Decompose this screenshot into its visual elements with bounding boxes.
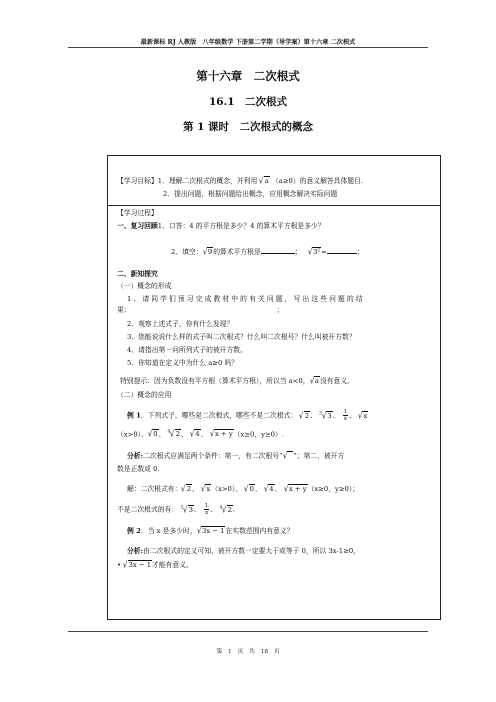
example2-line (127, 527, 293, 536)
table-row-divider (108, 205, 440, 206)
sqrt-x: √x (357, 410, 368, 421)
review-q2-sep: ； (294, 248, 302, 256)
analysis2-text: 由二次根式的定义可知，被开方数一定要大于或等于 0，所以 3x-1≥0， (143, 547, 360, 555)
separator: 、 (274, 485, 282, 493)
separator: 、 (349, 411, 356, 420)
analysis1-text-b: ”；第二，被开方 (293, 452, 345, 460)
example1-cond-2: （x≥0，y≥0）. (233, 430, 284, 439)
fraction-one-over-x: $\frac{1}{x}$ (204, 503, 209, 516)
example1-line-2 (117, 428, 284, 439)
review-q2-end: ； (356, 248, 364, 256)
p1-line-2-end: ； (276, 306, 284, 314)
separator: 、 (192, 485, 199, 493)
goals-line-1 (117, 177, 363, 186)
separator: 、 (332, 411, 340, 420)
lesson-title: 第 1 课时 二次根式的概念 (182, 121, 314, 133)
sqrt-0: √0 (244, 483, 254, 495)
sqrt-x-plus-y: √x + y (209, 428, 233, 440)
solution-end: . (232, 505, 236, 514)
separator: 、 (200, 430, 208, 439)
p1-q3: 3、您能说说什么样的式子叫二次根式？什么叫二次根号？什么叫被开方数？ (127, 333, 356, 341)
p1-line-1: 1、请同学们预习完成教材中的有关问题，写出这些问题的结 (127, 295, 365, 303)
example1-label: 例 1 (127, 411, 141, 420)
review-q2-label: 2、填空： (171, 248, 203, 256)
hint-text: 特别提示：因为负数没有平方根（算术平方根），所以当 a<0， (120, 377, 310, 385)
separator: 、 (193, 505, 201, 514)
example1-cond-1: （x>0）、 (117, 430, 148, 439)
p1-q4: 4、请指出第一问所列式子的被开方数。 (127, 346, 247, 354)
sqrt-0: √0 (147, 428, 158, 440)
solution-cond-2: （x≥0，y≥0）； (307, 485, 360, 493)
part1-heading: （一）概念的形成 (117, 282, 172, 290)
separator: 、 (210, 505, 218, 514)
page-footer: 第 1 页 共 18 页 (216, 649, 280, 655)
sqrt-3x-minus-1: √3x − 1 (196, 525, 225, 537)
sqrt-symbol: √ (283, 452, 294, 460)
sqrt-x-plus-y: √x + y (283, 483, 307, 495)
analysis2-line-1 (127, 547, 360, 556)
footer-rule (68, 631, 428, 632)
separator: 、 (181, 430, 188, 439)
solution-cond: （x>0）、 (211, 485, 243, 493)
solution-text-2: 不是二次根式的有： (117, 505, 179, 514)
p1-q5: 5、你知道在定义中为什么 a≥0 吗？ (127, 359, 239, 367)
p1-line-2 (117, 306, 283, 315)
hint-line (120, 377, 354, 386)
goals-label: 【学习目标】 (117, 177, 158, 185)
review-q1: 1、口答：4 的平方根是多少？4 的算术平方根是多少？ (157, 222, 325, 230)
answer-blank[interactable] (261, 246, 295, 254)
separator: 、 (158, 430, 166, 439)
answer-blank[interactable] (327, 246, 357, 254)
analysis2-text-b: 才能有意义。 (152, 561, 193, 569)
cube-root-3: $^3$√3 (180, 504, 193, 515)
example2-label: 例 2 (127, 527, 141, 535)
fourth-root-2: $^4$√2 (167, 428, 181, 440)
goals-item1-text-b: （a≥0）的意义解答具体题目. (272, 177, 364, 185)
sqrt-9: √9 (202, 246, 213, 258)
sqrt-3-squared: √3² (307, 246, 321, 258)
sqrt-2: √2 (181, 483, 192, 495)
cube-root-3: $^3$√3 (319, 410, 332, 421)
p1-q2: 2、观察上述式子，你有什么发现？ (127, 320, 234, 328)
sqrt-4: √4 (189, 428, 200, 440)
lesson-table (107, 155, 441, 620)
solution-text: 解：二次根式有： (127, 485, 182, 493)
sqrt-4: √4 (263, 483, 274, 495)
chapter-title: 第十六章 二次根式 (196, 69, 300, 83)
bullet: • (117, 561, 122, 569)
example1-line-1 (127, 409, 368, 422)
solution-line-1 (127, 485, 359, 494)
sqrt-x: √x (200, 483, 211, 495)
sqrt-a: √a (259, 175, 269, 187)
fraction-one-over-x: $\frac{1}{x}$ (343, 409, 348, 422)
review-line-2 (171, 246, 364, 257)
analysis1-label: 分析: (127, 452, 144, 460)
goals-item-2: 2．提出问题，根据问题给出概念，应用概念解决实际问题 (163, 190, 338, 198)
page-header: 最新课标 RJ 人教版 八年级数学 下册第二学期（导学案）第十六章 二次根式 (140, 39, 356, 46)
p1-line-2-text: 果： (117, 306, 131, 314)
part2-heading: （二）概念的应用 (117, 391, 172, 399)
separator: 、 (310, 411, 317, 420)
review-line-1 (117, 222, 325, 231)
review-q2-text: 的算术平方根是 (213, 248, 261, 256)
solution-line-2 (117, 503, 235, 516)
hint-text-end: 没有意义。 (319, 377, 354, 385)
sqrt-3x-minus-1: √3x − 1 (123, 559, 152, 571)
sqrt-2: √2 (299, 410, 310, 421)
analysis2-label: 分析: (127, 547, 144, 555)
analysis1-line-1 (127, 452, 344, 461)
header-rule (68, 47, 428, 48)
sqrt-a: √a (309, 375, 319, 387)
review-heading: 一、复习回顾 (117, 222, 158, 230)
analysis1-text: 二次根式应满足两个条件：第一，有二次根号“ (143, 452, 283, 460)
goals-item1-text: 1．理解二次根式的概念，并利用 (157, 177, 258, 185)
new-heading: 二、新知探究 (117, 270, 158, 278)
analysis1-line-2: 数是正数或 0. (117, 465, 160, 473)
fourth-root-2: $^4$√2 (219, 504, 232, 515)
example2-text-b: 在实数范围内有意义？ (225, 527, 294, 535)
example2-text: ．当 x 是多少时， (140, 527, 197, 535)
separator: 、 (254, 485, 262, 493)
process-label: 【学习过程】 (117, 209, 158, 217)
review-q2-eq: = (321, 248, 327, 256)
section-title: 16.1 二次根式 (208, 96, 288, 108)
example1-text: ．下列式子，哪些是二次根式，哪些不是二次根式： (140, 411, 298, 420)
analysis2-line-2 (117, 561, 193, 570)
